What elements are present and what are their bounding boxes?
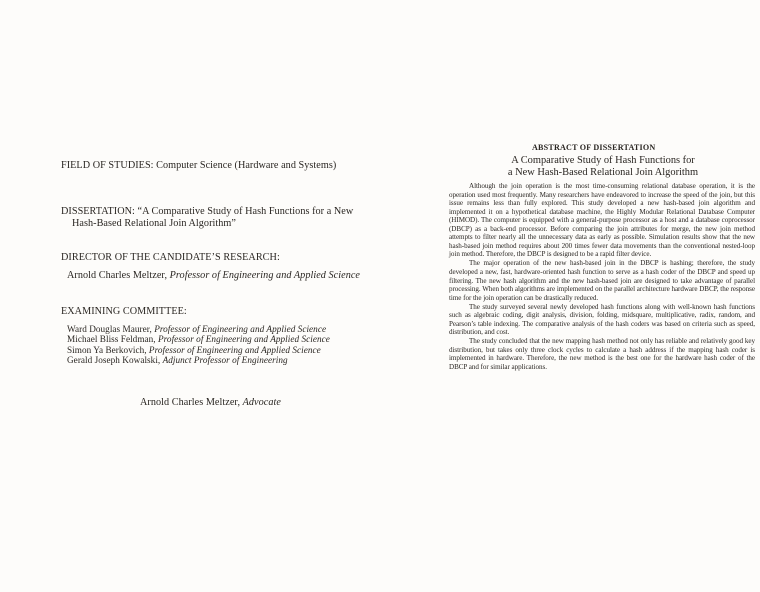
dissertation-line-2: Hash-Based Relational Join Algorithm”	[72, 218, 236, 230]
field-of-studies: FIELD OF STUDIES: Computer Science (Hardware and Systems)	[61, 160, 337, 171]
director-title: Professor of Engineering and Applied Science	[169, 270, 360, 281]
abstract-paragraph: The study concluded that the new mapping hash method not only has reliable and relatively good key distribution, but takes only three clock cycles to calculate a hash address if the mapping hash coder is implemented in hardware. Therefore, the new method is the best one for the hardware hash coder of the DBCP and for similar applications.	[449, 337, 755, 371]
advocate-title: Advocate	[242, 397, 281, 408]
examining-committee-heading: EXAMINING COMMITTEE:	[61, 306, 187, 317]
member-title: Adjunct Professor of Engineering	[162, 355, 288, 366]
member-name: Michael Bliss Feldman,	[67, 334, 158, 345]
abstract-paragraph: The study surveyed several newly developed hash functions along with well-known hash functions such as algebraic coding, digit analysis, division, folding, midsquare, multiplicative, radix, random, and Pearson’s table indexing. The comparative analysis of the hash coders was based on criteria such as speed, distribution, and cost.	[449, 302, 755, 337]
member-name: Ward Douglas Maurer,	[67, 324, 155, 334]
abstract-title-line-1: A Comparative Study of Hash Functions for	[511, 155, 695, 166]
right-page	[380, 0, 760, 592]
abstract-title-line-2: a New Hash-Based Relational Join Algorithm	[507, 166, 699, 178]
member-name: Simon Ya Berkovich,	[67, 344, 149, 355]
abstract-paragraph: Although the join operation is the most time-consuming relational database operation, it is the operation used most frequently. Many researchers have endeavored to increase the speed of the join, but this issue remains less than fully explored. This study developed a new hash-based join algorithm and implemented it on a hypothetical database machine, the Highly Modular Relational Database Computer (HIMOD). The computer is equipped with a general-purpose processor as a host and a database coprocessor (DBCP) as a back-end processor. Before comparing the join attributes for merge, the new join method attempts to filter nearly all the unnecessary data as early as possible. Simulation results show that the new hash-based join method requires about 200 times fewer data movements than the conventional nested-loop join method. Therefore, the DBCP is designed to be a rapid filter device.	[449, 182, 755, 259]
abstract-body	[449, 182, 755, 372]
director-entry	[67, 270, 377, 282]
committee-member	[67, 334, 377, 344]
member-title: Professor of Engineering and Applied Science	[154, 324, 327, 334]
advocate-entry	[140, 397, 281, 409]
advocate-name: Arnold Charles Meltzer,	[140, 397, 243, 408]
abstract-title	[447, 155, 759, 178]
director-heading: DIRECTOR OF THE CANDIDATE’S RESEARCH:	[61, 252, 280, 263]
member-name: Gerald Joseph Kowalski,	[67, 355, 163, 366]
member-title: Professor of Engineering and Applied Science	[157, 334, 330, 345]
committee-list	[67, 324, 377, 366]
abstract-paragraph: The major operation of the new hash-based join in the DBCP is hashing; therefore, the study developed a new, fast, hardware-oriented hash function to serve as a hash coder of the DBCP and speed up filtering. The new hash algorithm and the new hash-based join are designed to take advantage of parallel processing. When both algorithms are implemented on the parallel architecture hardware DBCP, the response time for the join operation can be drastically reduced.	[449, 259, 755, 302]
committee-member	[67, 324, 377, 334]
committee-member	[67, 355, 377, 365]
committee-member	[67, 345, 377, 355]
dissertation-line-1: DISSERTATION: “A Comparative Study of Hash Functions for a New	[61, 206, 354, 217]
director-name: Arnold Charles Meltzer,	[67, 270, 170, 281]
abstract-heading: ABSTRACT OF DISSERTATION	[532, 143, 656, 152]
member-title: Professor of Engineering and Applied Science	[148, 344, 321, 355]
dissertation-title	[61, 206, 371, 231]
